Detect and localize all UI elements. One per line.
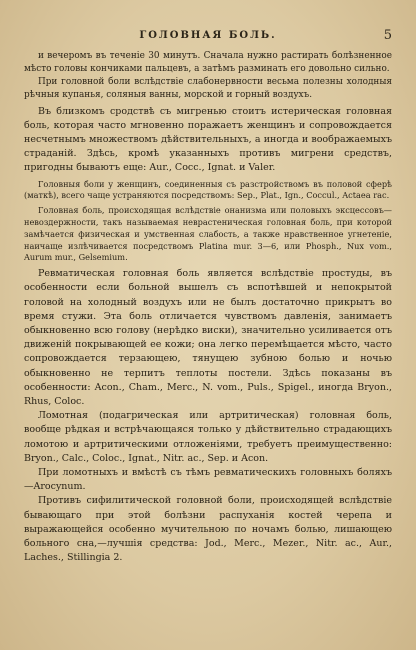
- paragraph-neurasthenic-headache: Головная боль, происходящая вслѣдствіе онанизма или половыхъ эксцессовъ—невоздержности, такъ называемая неврастеническая головная боль, при которой замѣчается физическая и умственная слабость, а также нравственное угнетеніе, наичаще излѣчивается посредствомъ Platina mur. 3—6, или Phosph., Nux vom., Aurum mur., Gelsemium.: [24, 205, 392, 263]
- paragraph-rheumatic-headache: Ревматическая головная боль является вслѣдствіе простуды, въ особенности если больной вышелъ съ вспотѣвшей и непокрытой головой на холодный воздухъ или не былъ достаточно прикрытъ во время стужи. Эта боль отличается чувствомъ давленія, занимаетъ обыкновенно всю голову (нерѣдко виски), значительно усиливается отъ движеній покрывающей ее кожи; она легко перемѣщается мѣсто, часто сопровождается терзающею, тянущею зубною болью и ночью обыкновенно не терпитъ теплоты постели. Здѣсь показаны въ особенности: Acon., Cham., Merc., N. vom., Puls., Spigel., иногда Bryon., Rhus, Coloc.: [24, 268, 392, 408]
- running-header: [24, 30, 392, 46]
- paragraph-gouty-headache: Ломотная (подагрическая или артритическая) головная боль, вообще рѣдкая и встрѣчающаяся только у дѣйствительно страдающихъ ломотою и артритическими отложеніями, требуетъ преимущественно: Bryon., Calc., Coloc., Ignat., Nitr. ac., Sep. и Acon.: [24, 410, 392, 464]
- paragraph-women-headache: Головныя боли у женщинъ, соединенныя съ разстройствомъ въ половой сферѣ (маткѣ), всего чаще устраняются посредствомъ: Sep., Plat., Ign., Coccul., Actaea rac.: [24, 178, 392, 201]
- running-title: ГОЛОВНАЯ БОЛЬ.: [139, 30, 277, 41]
- paragraph-hysterical-headache: Въ близкомъ сродствѣ съ мигренью стоитъ истерическая головная боль, которая часто мгновенно поражаетъ женщинъ и сопровождается несчетнымъ множествомъ дѣйствительныхъ, а иногда и воображаемыхъ страданій. Здѣсь, кромѣ указанныхъ противъ мигрени средствъ, пригодны бываютъ еще: Aur., Cocc., Ignat. и Valer.: [24, 105, 392, 174]
- page-body: [24, 50, 392, 565]
- paragraph-gouty-rheumatic: При ломотныхъ и вмѣстѣ съ тѣмъ ревматическихъ головныхъ боляхъ—Arocynum.: [24, 467, 392, 493]
- paragraph-syphilitic-headache: Противъ сифилитической головной боли, происходящей вслѣдствіе бывающаго при этой болѣзни распуханія костей черепа и выражающейся особенно мучительною по ночамъ болью, лишающею больного сна,—лучшія средства: Jod., Merc., Mezer., Nitr. ac., Aur., Laches., Stillingia 2.: [24, 495, 392, 564]
- page-number: 5: [383, 28, 392, 43]
- paragraph-2: При головной боли вслѣдствіе слабонервности весьма полезны холодныя рѣчныя купанья, соляныя ванны, морской и горный воздухъ.: [24, 76, 392, 100]
- paragraph-1: и вечеромъ въ теченіе 30 минутъ. Сначала нужно растирать болѣзненное мѣсто головы кончиками пальцевъ, а затѣмъ разминать его довольно сильно.: [24, 51, 392, 74]
